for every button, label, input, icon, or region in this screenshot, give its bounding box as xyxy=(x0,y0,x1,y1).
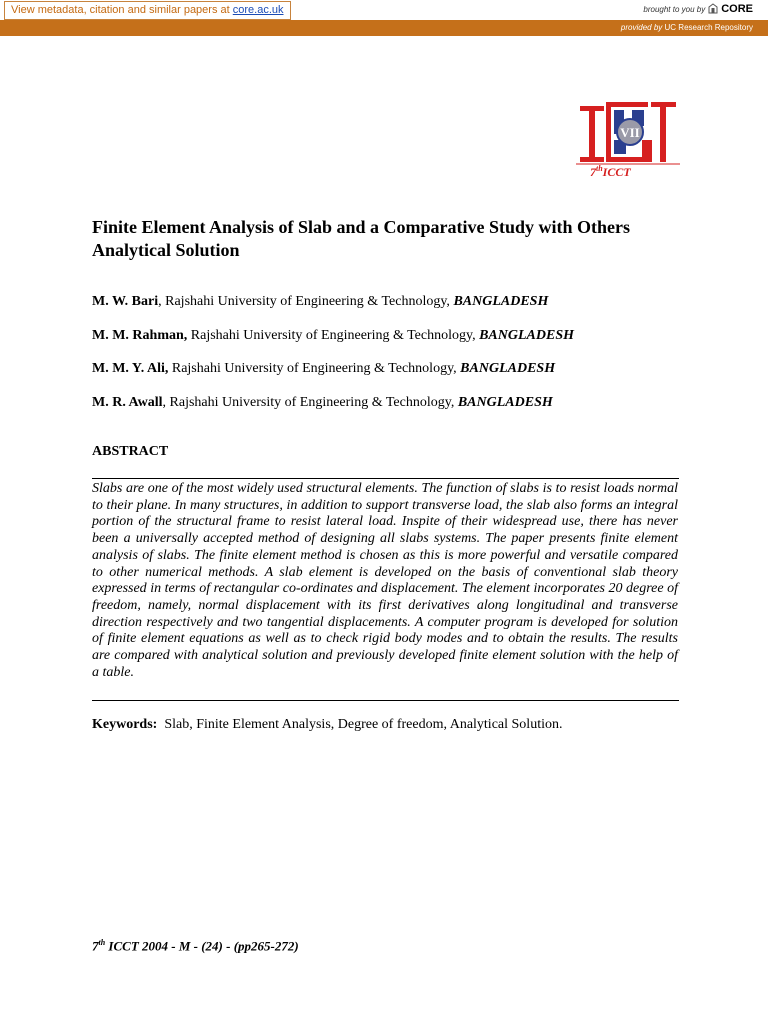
metadata-prefix: View metadata, citation and similar papers at xyxy=(11,4,230,16)
paper-title: Finite Element Analysis of Slab and a Comparative Study with Others Analytical Solution xyxy=(92,217,631,260)
author-name: M. R. Awall xyxy=(92,395,163,410)
author-line xyxy=(92,327,574,345)
author-name: M. M. Y. Ali, xyxy=(92,361,169,376)
logo-caption-text: ICCT xyxy=(602,165,631,179)
abstract-bottom-rule xyxy=(92,700,679,701)
author-country: BANGLADESH xyxy=(460,361,556,376)
core-logo-icon xyxy=(708,3,718,15)
abstract-text: Slabs are one of the most widely used structural elements. The function of slabs is to resist loads normal to their plane. In many structures, in addition to support transverse load, the slab also forms an integral portion of the structural frame to resist lateral load. Inspite of their widespread use, there has never been a universally accepted method of designing all slabs systems. The paper presents finite element analysis of slabs. The finite element method is chosen as this is more powerful and versatile compared to other numerical methods. A slab element is developed on the basis of conventional slab theory expressed in terms of rectangular co-ordinates and displacement. The element incorporates 20 degree of freedom, namely, normal displacement with its first derivatives along longitudinal and transverse direction respectively and two tangential displacements. A computer program is developed for solution of finite element equations as well as to check rigid body modes and to obtain the results. The results are compared with analytical solution and previously developed finite element solution with the help of a table. xyxy=(92,481,678,680)
author-country: BANGLADESH xyxy=(453,294,549,309)
author-line xyxy=(92,293,548,311)
author-name: M. W. Bari xyxy=(92,294,159,309)
author-affiliation: Rajshahi University of Engineering & Technology, xyxy=(166,395,458,410)
author-affiliation: Rajshahi University of Engineering & Technology, xyxy=(161,294,454,309)
footer-num: 7 xyxy=(92,938,99,954)
core-label: CORE xyxy=(721,3,753,15)
core-banner xyxy=(0,0,768,21)
author-sep: , xyxy=(162,395,167,410)
author-country: BANGLADESH xyxy=(457,395,553,410)
author-country: BANGLADESH xyxy=(479,328,575,343)
logo-emblem-text: VII xyxy=(620,125,640,140)
icct-logo-caption xyxy=(590,164,660,180)
footer-sup: th xyxy=(98,938,106,947)
metadata-link-box[interactable] xyxy=(4,1,291,20)
keywords-label: Keywords: xyxy=(92,717,158,732)
author-affiliation: Rajshahi University of Engineering & Technology, xyxy=(168,361,461,376)
provided-source: UC Research Repository xyxy=(664,23,753,32)
author-line xyxy=(92,360,555,378)
logo-caption-num: 7 xyxy=(590,165,596,179)
abstract-top-rule xyxy=(92,478,679,479)
keywords-line xyxy=(92,716,678,734)
logo-caption-sup: th xyxy=(596,164,603,173)
provided-by-text[interactable] xyxy=(621,23,753,32)
keywords-text: Slab, Finite Element Analysis, Degree of freedom, Analytical Solution. xyxy=(164,717,563,732)
abstract-heading: ABSTRACT xyxy=(92,444,169,459)
provided-by-bar xyxy=(0,20,768,36)
brought-to-you-by[interactable] xyxy=(643,3,753,15)
provided-prefix: provided by xyxy=(620,23,663,32)
icct-logo xyxy=(576,100,680,170)
author-sep: , xyxy=(158,294,162,309)
footer-text: ICCT 2004 - M - (24) - (pp265-272) xyxy=(105,938,299,954)
author-name: M. M. Rahman, xyxy=(92,328,188,343)
author-line xyxy=(92,394,553,412)
brought-to-you-text: brought to you by xyxy=(643,4,706,14)
core-ac-uk-link[interactable]: core.ac.uk xyxy=(232,4,284,16)
page-footer xyxy=(92,938,299,954)
author-affiliation: Rajshahi University of Engineering & Technology, xyxy=(187,328,480,343)
